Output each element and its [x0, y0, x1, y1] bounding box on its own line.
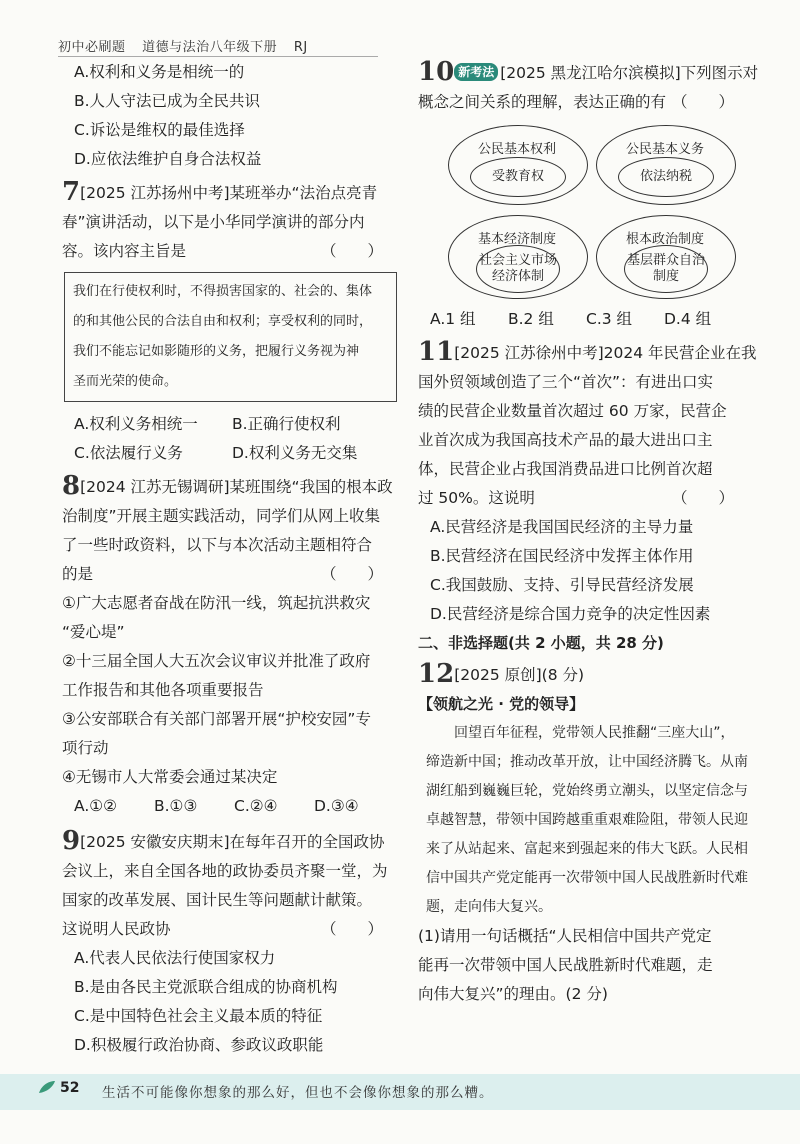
question-11 — [418, 337, 757, 629]
q8-option-d: D.③④ — [314, 797, 359, 815]
q8-item-1a: ①广大志愿者奋战在防汛一线，筑起抗洪救灾 — [62, 594, 371, 612]
q10-answer-paren: （ ） — [671, 93, 734, 111]
q7-line-3: 容。该内容主旨是 — [62, 242, 187, 260]
q12-passage: 回望百年征程，党带领人民推翻“三座大山”，缔造新中国；推动改革开放，让中国经济腾飞。从南湖红船到巍巍巨轮，党始终勇立潮头，以坚定信念与卓越智慧，带领中国跨越重重艰难险阻，带领人民迎来了从站起来、富起来到强起来的伟大飞跃。人民相信中国共产党定能再一次带领中国人民战胜新时代难题，走向伟大复兴。 — [426, 725, 748, 915]
subject-title: 道德与法治八年级下册 — [142, 40, 278, 55]
q9-line-3: 国家的改革发展、国计民生等问题献计献策。 — [62, 891, 373, 909]
q10-option-b: B.2 组 — [508, 310, 554, 328]
q6-option-c: C.诉讼是维权的最佳选择 — [74, 121, 245, 139]
q8-option-c: C.②④ — [234, 797, 278, 815]
q10-number: 10 — [418, 57, 455, 87]
q11-option-b: B.民营经济在国民经济中发挥主体作用 — [430, 547, 694, 565]
leaf-icon — [38, 1080, 56, 1094]
q7-line-1: [2025 江苏扬州中考]某班举办“法治点亮青 — [80, 184, 378, 202]
q6-option-a: A.权利和义务是相统一的 — [74, 63, 245, 81]
q7-quote-line-1: 我们在行使权利时，不得损害国家的、社会的、集体 — [73, 284, 373, 299]
series-title: 初中必刷题 — [58, 40, 126, 55]
right-column — [418, 57, 759, 1009]
q7-quote-line-2: 的和其他公民的合法自由和权利；享受权利的同时， — [73, 314, 373, 329]
q6-option-d: D.应依法维护自身合法权益 — [74, 150, 262, 168]
diagram-4-inner: 基层群众自治制度 — [624, 245, 708, 293]
q7-quote-line-4: 圣而光荣的使命。 — [73, 374, 178, 389]
q9-number: 9 — [62, 826, 81, 856]
q11-option-c: C.我国鼓励、支持、引导民营经济发展 — [430, 576, 694, 594]
q8-option-b: B.①③ — [154, 797, 198, 815]
q10-line-2: 概念之间关系的理解，表达正确的有 — [418, 93, 667, 111]
q7-option-c: C.依法履行义务 — [74, 444, 183, 462]
q8-line-4: 的是 — [62, 565, 94, 583]
question-12 — [418, 660, 748, 1009]
q8-line-2: 治制度”开展主题实践活动，同学们从网上收集 — [62, 507, 381, 525]
diagram-3-inner: 社会主义市场经济体制 — [476, 245, 560, 293]
q7-option-b: B.正确行使权利 — [232, 415, 341, 433]
q8-line-1: [2024 江苏无锡调研]某班围绕“我国的根本政 — [80, 478, 393, 496]
q9-option-c: C.是中国特色社会主义最本质的特征 — [74, 1007, 323, 1025]
q8-item-2b: 工作报告和其他各项重要报告 — [62, 681, 264, 699]
diagram-2-inner: 依法纳税 — [618, 157, 714, 197]
q12-sub1-line-1: (1)请用一句话概括“人民相信中国共产党定 — [418, 927, 712, 945]
q7-line-2: 春”演讲活动，以下是小华同学演讲的部分内 — [62, 213, 365, 231]
q9-option-d: D.积极履行政治协商、参政议政职能 — [74, 1036, 324, 1054]
q8-item-3a: ③公安部联合有关部门部署开展“护校安园”专 — [62, 710, 371, 728]
edition-label: RJ — [293, 40, 308, 55]
diagram-4-outer-label: 根本政治制度 — [625, 232, 704, 247]
q9-answer-paren: （ ） — [320, 920, 383, 938]
q10-line-1: [2025 黑龙江哈尔滨模拟]下列图示对 — [500, 64, 759, 82]
q12-sub1-line-3: 向伟大复兴”的理由。(2 分) — [418, 985, 608, 1003]
q10-option-a: A.1 组 — [430, 310, 476, 328]
q6-options — [62, 58, 397, 174]
diagram-1-inner: 受教育权 — [470, 157, 566, 197]
q11-option-a: A.民营经济是我国国民经济的主导力量 — [430, 518, 694, 536]
left-column — [62, 58, 397, 1060]
question-10 — [418, 57, 759, 334]
q10-option-c: C.3 组 — [586, 310, 633, 328]
header-divider — [58, 56, 378, 57]
diagram-1-outer-label: 公民基本权利 — [477, 142, 556, 157]
question-7 — [62, 178, 397, 468]
q11-option-d: D.民营经济是综合国力竞争的决定性因素 — [430, 605, 711, 623]
q9-option-b: B.是由各民主党派联合组成的协商机构 — [74, 978, 338, 996]
q9-line-1: [2025 安徽安庆期末]在每年召开的全国政协 — [80, 833, 385, 851]
question-9 — [62, 827, 397, 1060]
q8-number: 8 — [62, 471, 81, 501]
q8-item-3b: 项行动 — [62, 739, 109, 757]
section-2-heading: 二、非选择题(共 2 小题，共 28 分) — [418, 634, 664, 652]
q7-option-d: D.权利义务无交集 — [232, 444, 358, 462]
page-number: 52 — [60, 1080, 80, 1096]
q11-line-3: 绩的民营企业数量首次超过 60 万家，民营企 — [418, 402, 727, 420]
q11-line-1: [2025 江苏徐州中考]2024 年民营企业在我 — [454, 344, 757, 362]
page-header — [58, 36, 320, 55]
q6-option-b: B.人人守法已成为全民共识 — [74, 92, 261, 110]
q12-source: [2025 原创](8 分) — [454, 666, 585, 684]
question-8 — [62, 472, 397, 821]
q8-line-3: 了一些时政资料，以下与本次活动主题相符合 — [62, 536, 373, 554]
q8-item-4: ④无锡市人大常委会通过某决定 — [62, 768, 278, 786]
q9-option-a: A.代表人民依法行使国家权力 — [74, 949, 276, 967]
q12-sub1-line-2: 能再一次带领中国人民战胜新时代难题，走 — [418, 956, 713, 974]
q7-number: 7 — [62, 177, 81, 207]
new-method-badge: 新考法 — [454, 63, 498, 81]
q7-quote-line-3: 我们不能忘记如影随形的义务，把履行义务视为神 — [73, 344, 360, 359]
q10-option-d: D.4 组 — [664, 310, 712, 328]
q10-diagrams — [418, 121, 748, 301]
q7-option-a: A.权利义务相统一 — [74, 415, 198, 433]
footer-motto: 生活不可能像你想象的那么好，但也不会像你想象的那么糟。 — [102, 1085, 494, 1101]
q11-answer-paren: （ ） — [671, 489, 734, 507]
q8-answer-paren: （ ） — [320, 565, 383, 583]
q9-line-4: 这说明人民政协 — [62, 920, 171, 938]
diagram-2-outer-label: 公民基本义务 — [625, 142, 704, 157]
q11-line-6: 过 50%。这说明 — [418, 489, 535, 507]
q11-line-4: 业首次成为我国高技术产品的最大进出口主 — [418, 431, 713, 449]
q12-theme: 【领航之光 · 党的领导】 — [418, 695, 585, 713]
q8-item-2a: ②十三届全国人大五次会议审议并批准了政府 — [62, 652, 371, 670]
q8-item-1b: “爱心堤” — [62, 623, 125, 641]
q12-number: 12 — [418, 659, 455, 689]
q11-line-5: 体，民营企业占我国消费品进口比例首次超 — [418, 460, 713, 478]
q11-line-2: 国外贸领域创造了三个“首次”：有进出口实 — [418, 373, 714, 391]
q7-answer-paren: （ ） — [320, 242, 383, 260]
diagram-3-outer-label: 基本经济制度 — [477, 232, 556, 247]
q8-option-a: A.①② — [74, 797, 118, 815]
q7-quote-box — [64, 272, 397, 402]
q11-number: 11 — [418, 337, 455, 367]
q9-line-2: 会议上，来自全国各地的政协委员齐聚一堂，为 — [62, 862, 388, 880]
